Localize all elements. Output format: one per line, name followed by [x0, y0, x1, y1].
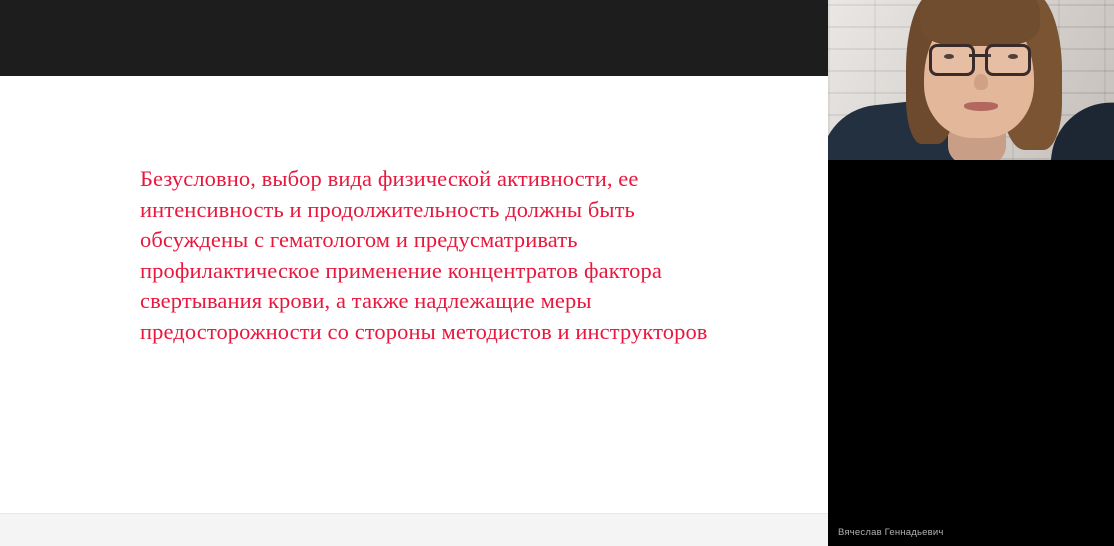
video-panel-empty-area — [828, 160, 1114, 546]
participant-video-feed — [828, 0, 1114, 160]
slide-letterbox-top — [0, 0, 828, 76]
slide-bottom-bar — [0, 513, 828, 546]
participant-video-panel[interactable] — [828, 0, 1114, 546]
eyeglass-lens-right — [985, 44, 1031, 76]
person-mouth — [964, 102, 998, 111]
participant-name-label: Вячеслав Геннадьевич — [838, 527, 944, 538]
eyeglasses-icon — [929, 44, 1031, 70]
person-nose — [974, 74, 988, 90]
slide-body-text: Безусловно, выбор вида физической активности, ее интенсивность и продолжительность должны быть обсуждены с гематологом и предусматривать профилактическое применение концентратов фактора свертывания крови, а также надлежащие меры предосторожности со стороны методистов и инструкторов — [140, 166, 708, 344]
eyeglass-lens-left — [929, 44, 975, 76]
presentation-slide[interactable] — [0, 76, 828, 513]
person-hair-top — [920, 0, 1040, 46]
